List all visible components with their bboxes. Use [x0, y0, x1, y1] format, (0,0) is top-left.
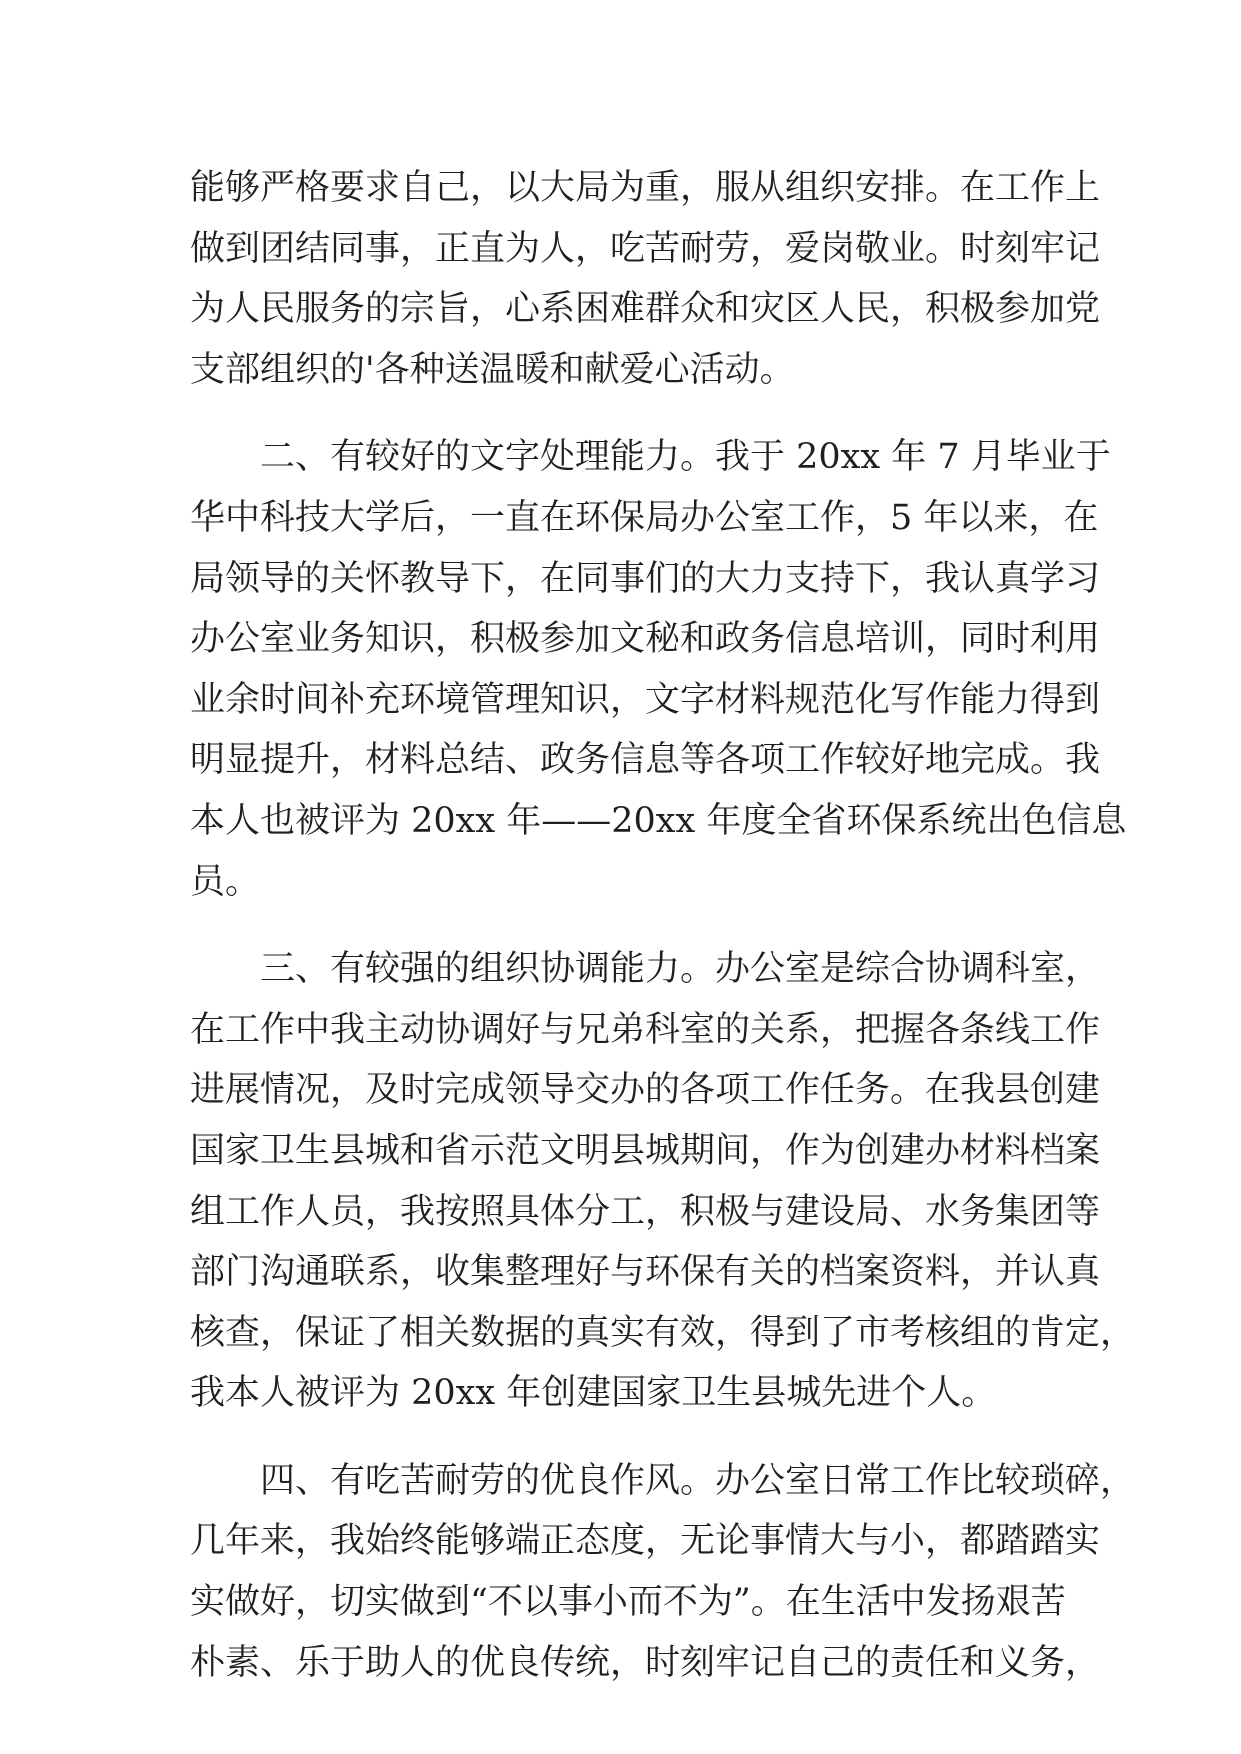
text-line: 员。: [190, 861, 261, 902]
text-line: 国家卫生县城和省示范文明县城期间，作为创建办材料档案: [190, 1130, 1101, 1171]
text-line: 为人民服务的宗旨，心系困难群众和灾区人民，积极参加党: [190, 289, 1101, 330]
paragraph-4: [190, 1451, 1136, 1693]
text-line: 三、有较强的组织协调能力。办公室是综合协调科室，: [190, 949, 1101, 990]
text-line: 局领导的关怀教导下，在同事们的大力支持下，我认真学习: [190, 558, 1101, 599]
text-line: 做到团结同事，正直为人，吃苦耐劳，爱岗敬业。时刻牢记: [190, 228, 1101, 269]
text-line: 支部组织的'各种送温暖和献爱心活动。: [190, 349, 795, 390]
paragraph-spacing: [190, 1424, 1050, 1451]
text-line: 华中科技大学后，一直在环保局办公室工作，5 年以来，在: [190, 497, 1099, 538]
paragraph-1: [190, 158, 1101, 400]
text-line: 我本人被评为 20xx 年创建国家卫生县城先进个人。: [190, 1373, 997, 1414]
text-line: 明显提升，材料总结、政务信息等各项工作较好地完成。我: [190, 740, 1101, 781]
text-line: 能够严格要求自己，以大局为重，服从组织安排。在工作上: [190, 168, 1101, 208]
paragraph-spacing: [190, 400, 1050, 427]
text-line: 部门沟通联系，收集整理好与环保有关的档案资料，并认真: [190, 1252, 1101, 1293]
text-line: 二、有较好的文字处理能力。我于 20xx 年 7 月毕业于: [190, 437, 1111, 478]
text-line: 朴素、乐于助人的优良传统，时刻牢记自己的责任和义务，: [190, 1642, 1101, 1683]
text-line: 四、有吃苦耐劳的优良作风。办公室日常工作比较琐碎，: [190, 1460, 1136, 1501]
text-line: 在工作中我主动协调好与兄弟科室的关系，把握各条线工作: [190, 1009, 1101, 1050]
paragraph-3: [190, 939, 1136, 1424]
text-line: 办公室业务知识，积极参加文秘和政务信息培训，同时利用: [190, 619, 1101, 660]
document-body: [190, 158, 1136, 1693]
text-line: 组工作人员，我按照具体分工，积极与建设局、水务集团等: [190, 1191, 1101, 1232]
text-line: 业余时间补充环境管理知识，文字材料规范化写作能力得到: [190, 679, 1101, 720]
text-line: 本人也被评为 20xx 年——20xx 年度全省环保系统出色信息: [190, 800, 1127, 841]
paragraph-2: [190, 427, 1127, 912]
text-line: 核查，保证了相关数据的真实有效，得到了市考核组的肯定，: [190, 1312, 1136, 1353]
text-line: 进展情况，及时完成领导交办的各项工作任务。在我县创建: [190, 1070, 1101, 1111]
text-line: 实做好，切实做到“不以事小而不为”。在生活中发扬艰苦: [190, 1582, 1066, 1623]
paragraph-spacing: [190, 912, 1050, 939]
text-line: 几年来，我始终能够端正态度，无论事情大与小，都踏踏实: [190, 1521, 1101, 1562]
